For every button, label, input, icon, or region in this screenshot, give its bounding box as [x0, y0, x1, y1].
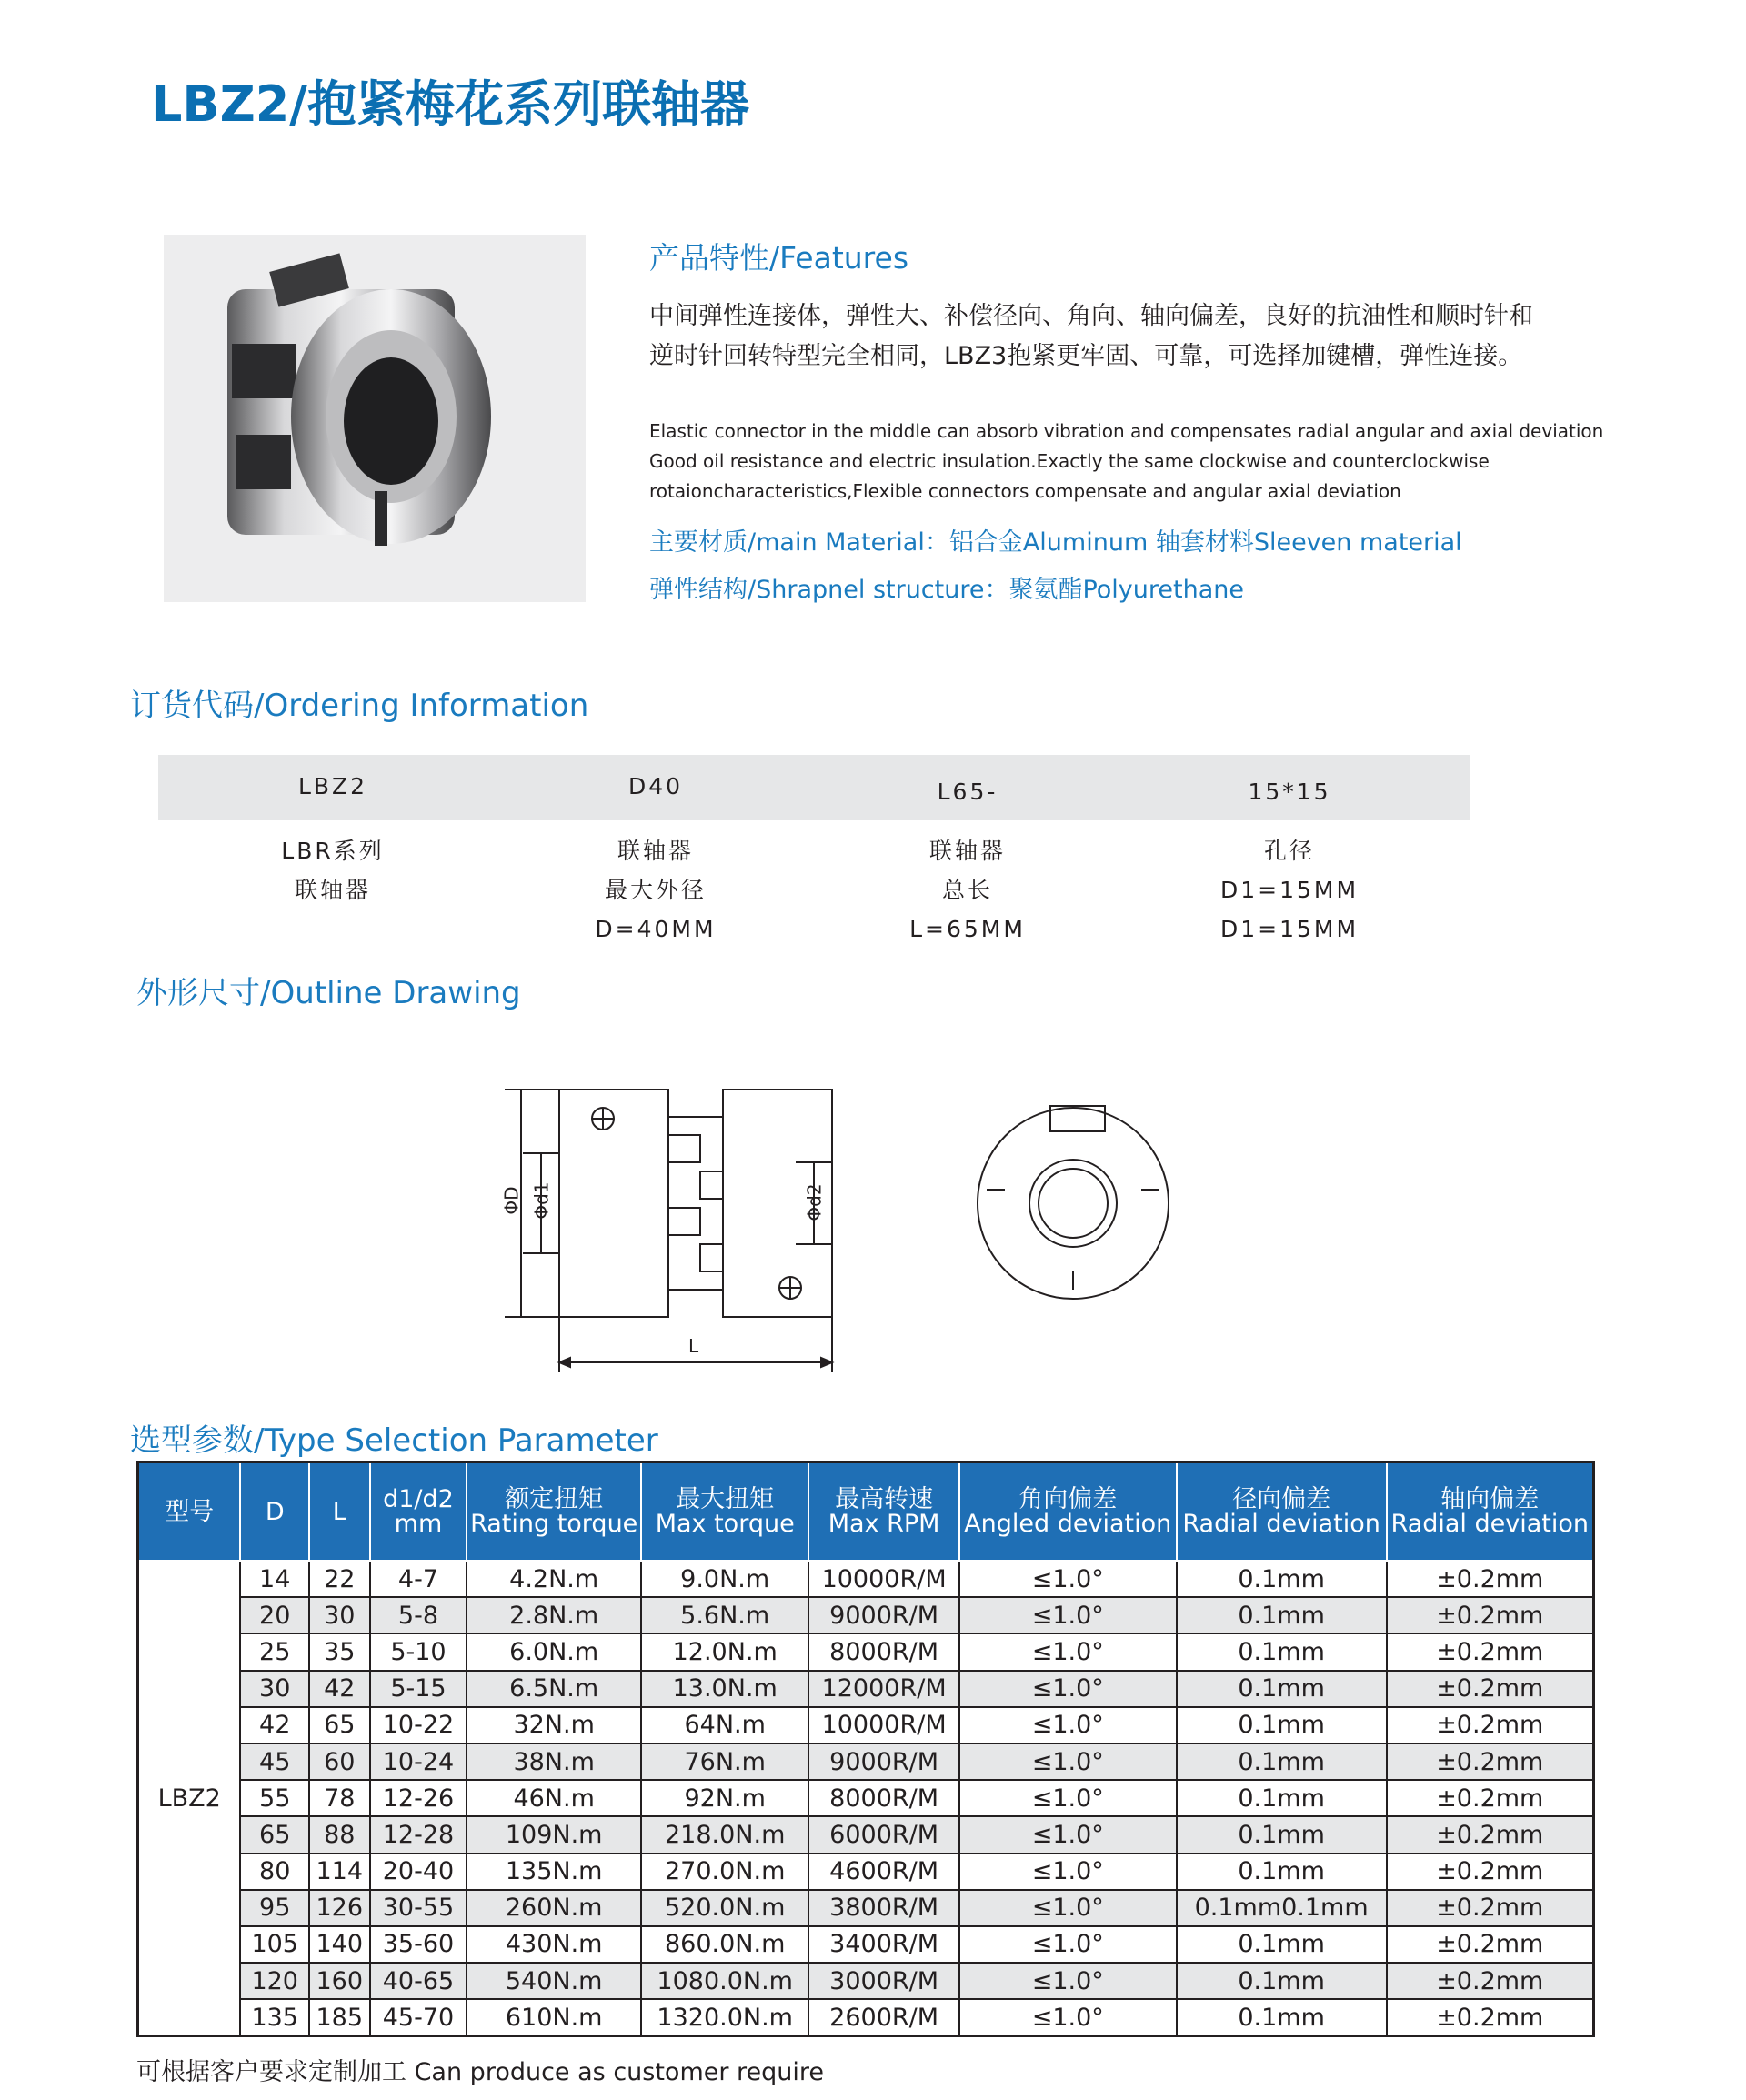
table-cell: ≤1.0°: [959, 1561, 1177, 1597]
table-cell: 0.1mm: [1177, 1561, 1387, 1597]
order-desc: [831, 831, 1104, 949]
table-cell: ≤1.0°: [959, 1999, 1177, 2036]
table-cell: 20-40: [370, 1854, 467, 1890]
table-cell: 32N.m: [467, 1707, 641, 1743]
order-desc-line: LBR系列: [281, 838, 385, 864]
table-cell: 5-15: [370, 1671, 467, 1707]
order-code: L65-: [937, 779, 998, 805]
table-cell: 0.1mm: [1177, 1743, 1387, 1780]
table-cell: ±0.2mm: [1387, 1854, 1594, 1890]
table-cell: ≤1.0°: [959, 1963, 1177, 1999]
table-cell: 2600R/M: [808, 1999, 958, 2036]
page-title: LBZ2/抱紧梅花系列联轴器: [151, 75, 750, 133]
product-photo: [164, 235, 586, 602]
table-cell: 140: [309, 1926, 370, 1963]
column-header-line: 额定扭矩: [505, 1485, 604, 1513]
table-cell: 2.8N.m: [467, 1597, 641, 1633]
footer-note: 可根据客户要求定制加工 Can produce as customer require: [136, 2058, 825, 2086]
table-cell: 120: [240, 1963, 309, 1999]
table-cell: 12.0N.m: [641, 1633, 808, 1670]
table-cell: 260N.m: [467, 1890, 641, 1926]
table-cell: 40-65: [370, 1963, 467, 1999]
order-desc-line: 联轴器: [294, 877, 371, 903]
table-cell: ≤1.0°: [959, 1780, 1177, 1816]
table-cell: 65: [240, 1816, 309, 1853]
column-header-line: 角向偏差: [1018, 1485, 1118, 1513]
column-header-line: D: [265, 1497, 285, 1526]
table-cell: 135N.m: [467, 1854, 641, 1890]
column-header-line: 轴向偏差: [1440, 1485, 1540, 1513]
features-cn-line: 逆时针回转特型完全相同，LBZ3抱紧更牢固、可靠，可选择加键槽，弹性连接。: [649, 342, 1523, 370]
table-row: [138, 1633, 1594, 1670]
table-cell: 0.1mm: [1177, 1854, 1387, 1890]
table-cell: 35-60: [370, 1926, 467, 1963]
table-cell: 185: [309, 1999, 370, 2036]
order-desc-line: D1=15MM: [1219, 916, 1360, 942]
table-cell: ±0.2mm: [1387, 1707, 1594, 1743]
column-header: [309, 1462, 370, 1562]
table-cell: 10-24: [370, 1743, 467, 1780]
features-cn-text: [649, 296, 1613, 377]
order-code: LBZ2: [297, 773, 368, 799]
table-cell: ±0.2mm: [1387, 1890, 1594, 1926]
table-row: [138, 1854, 1594, 1890]
table-row: [138, 1597, 1594, 1633]
table-cell: 1080.0N.m: [641, 1963, 808, 1999]
table-cell: 9000R/M: [808, 1743, 958, 1780]
column-header-line: Max RPM: [828, 1510, 940, 1538]
table-cell: 10000R/M: [808, 1561, 958, 1597]
selection-heading: 选型参数/Type Selection Parameter: [130, 1422, 658, 1459]
features-cn-line: 中间弹性连接体，弹性大、补偿径向、角向、轴向偏差，良好的抗油性和顺时针和: [649, 302, 1533, 330]
table-cell: 160: [309, 1963, 370, 1999]
order-code: 15*15: [1248, 779, 1331, 805]
table-cell: 80: [240, 1854, 309, 1890]
table-cell: 92N.m: [641, 1780, 808, 1816]
table-cell: 78: [309, 1780, 370, 1816]
table-cell: 22: [309, 1561, 370, 1597]
table-cell: 12-26: [370, 1780, 467, 1816]
table-cell: 30-55: [370, 1890, 467, 1926]
table-cell: 9000R/M: [808, 1597, 958, 1633]
features-en-line: rotaioncharacteristics,Flexible connectors compensate and angular axial deviation: [649, 480, 1401, 502]
table-cell: 60: [309, 1743, 370, 1780]
features-heading: 产品特性/Features: [649, 240, 909, 276]
table-cell: 270.0N.m: [641, 1854, 808, 1890]
table-cell: 76N.m: [641, 1743, 808, 1780]
dim-D-label: ΦD: [500, 1186, 523, 1215]
table-cell: 88: [309, 1816, 370, 1853]
column-header-line: 最大扭矩: [676, 1485, 775, 1513]
ordering-heading: 订货代码/Ordering Information: [130, 688, 589, 724]
column-header-line: mm: [394, 1510, 443, 1538]
table-cell: 0.1mm0.1mm: [1177, 1890, 1387, 1926]
table-cell: 0.1mm: [1177, 1671, 1387, 1707]
table-cell: 45: [240, 1743, 309, 1780]
table-cell: 540N.m: [467, 1963, 641, 1999]
table-cell: 42: [309, 1671, 370, 1707]
table-cell: ±0.2mm: [1387, 1671, 1594, 1707]
table-cell: 0.1mm: [1177, 1999, 1387, 2036]
table-cell: 12-28: [370, 1816, 467, 1853]
table-cell: 95: [240, 1890, 309, 1926]
table-row: [138, 1743, 1594, 1780]
table-cell: 35: [309, 1633, 370, 1670]
table-cell: 13.0N.m: [641, 1671, 808, 1707]
ordering-code-bar: [158, 755, 1470, 820]
column-header-line: d1/d2: [383, 1485, 454, 1513]
column-header: [370, 1462, 467, 1562]
column-header-line: Angled deviation: [964, 1510, 1172, 1538]
order-desc-line: 联轴器: [617, 838, 694, 864]
table-cell: 5.6N.m: [641, 1597, 808, 1633]
table-cell: 135: [240, 1999, 309, 2036]
column-header-line: 径向偏差: [1232, 1485, 1331, 1513]
column-header: [959, 1462, 1177, 1562]
table-cell: 14: [240, 1561, 309, 1597]
features-en-line: Elastic connector in the middle can absorb vibration and compensates radial angular and axial deviation: [649, 420, 1604, 442]
table-cell: ≤1.0°: [959, 1597, 1177, 1633]
column-header-line: Radial deviation: [1390, 1510, 1590, 1538]
table-cell: 610N.m: [467, 1999, 641, 2036]
order-desc-line: 联轴器: [928, 838, 1006, 864]
order-desc-line: D1=15MM: [1219, 877, 1360, 903]
table-cell: 3000R/M: [808, 1963, 958, 1999]
table-cell: 114: [309, 1854, 370, 1890]
table-cell: 20: [240, 1597, 309, 1633]
table-cell: 8000R/M: [808, 1633, 958, 1670]
table-cell: 42: [240, 1707, 309, 1743]
table-cell: 6000R/M: [808, 1816, 958, 1853]
table-row: [138, 1926, 1594, 1963]
table-cell: ±0.2mm: [1387, 1597, 1594, 1633]
order-desc: [519, 831, 792, 949]
outline-drawing: [487, 1071, 1196, 1381]
material-line: 主要材质/main Material：铝合金Aluminum 轴套材料Sleeven material: [649, 528, 1462, 557]
table-cell: 860.0N.m: [641, 1926, 808, 1963]
table-cell: 5-8: [370, 1597, 467, 1633]
order-desc-line: D=40MM: [595, 916, 717, 942]
table-cell: ±0.2mm: [1387, 1780, 1594, 1816]
table-cell: ±0.2mm: [1387, 1999, 1594, 2036]
table-cell: ±0.2mm: [1387, 1561, 1594, 1597]
table-cell: ±0.2mm: [1387, 1816, 1594, 1853]
table-cell: ±0.2mm: [1387, 1963, 1594, 1999]
model-cell: LBZ2: [138, 1561, 241, 2036]
column-header: [808, 1462, 958, 1562]
table-cell: 38N.m: [467, 1743, 641, 1780]
column-header: [641, 1462, 808, 1562]
dim-L-label: L: [688, 1335, 699, 1357]
table-row: [138, 1999, 1594, 2036]
column-header-line: 最高转速: [835, 1485, 934, 1513]
order-desc-line: 孔径: [1263, 838, 1315, 864]
order-desc: [1153, 831, 1426, 949]
order-desc-line: L=65MM: [909, 916, 1026, 942]
table-row: [138, 1707, 1594, 1743]
table-cell: 0.1mm: [1177, 1633, 1387, 1670]
table-cell: 0.1mm: [1177, 1926, 1387, 1963]
table-cell: 25: [240, 1633, 309, 1670]
table-row: [138, 1890, 1594, 1926]
table-row: [138, 1780, 1594, 1816]
features-en-text: [649, 417, 1603, 507]
structure-line: 弹性结构/Shrapnel structure：聚氨酯Polyurethane: [649, 576, 1244, 604]
table-cell: ±0.2mm: [1387, 1633, 1594, 1670]
table-cell: 126: [309, 1890, 370, 1926]
table-row: [138, 1671, 1594, 1707]
table-cell: 30: [240, 1671, 309, 1707]
table-cell: 0.1mm: [1177, 1707, 1387, 1743]
table-cell: 3400R/M: [808, 1926, 958, 1963]
table-cell: 0.1mm: [1177, 1963, 1387, 1999]
selection-table: [136, 1461, 1595, 2037]
table-cell: 218.0N.m: [641, 1816, 808, 1853]
table-row: [138, 1963, 1594, 1999]
table-row: [138, 1561, 1594, 1597]
features-en-line: Good oil resistance and electric insulation.Exactly the same clockwise and counterclockwise: [649, 450, 1490, 472]
column-header: [1177, 1462, 1387, 1562]
table-cell: 12000R/M: [808, 1671, 958, 1707]
table-cell: ≤1.0°: [959, 1707, 1177, 1743]
order-desc: [196, 831, 469, 909]
table-cell: 0.1mm: [1177, 1816, 1387, 1853]
table-cell: 8000R/M: [808, 1780, 958, 1816]
table-row: [138, 1816, 1594, 1853]
table-cell: 10000R/M: [808, 1707, 958, 1743]
table-cell: 65: [309, 1707, 370, 1743]
table-cell: 64N.m: [641, 1707, 808, 1743]
table-cell: 4.2N.m: [467, 1561, 641, 1597]
table-cell: 1320.0N.m: [641, 1999, 808, 2036]
table-cell: 520.0N.m: [641, 1890, 808, 1926]
table-cell: 6.5N.m: [467, 1671, 641, 1707]
table-cell: 4600R/M: [808, 1854, 958, 1890]
column-header: [240, 1462, 309, 1562]
column-header-line: L: [332, 1497, 346, 1526]
table-cell: 0.1mm: [1177, 1597, 1387, 1633]
table-header-row: [138, 1462, 1594, 1562]
table-cell: ≤1.0°: [959, 1854, 1177, 1890]
table-cell: 10-22: [370, 1707, 467, 1743]
dim-d2-label: Φd2: [803, 1183, 826, 1221]
column-header-line: Rating torque: [470, 1510, 638, 1538]
table-cell: ≤1.0°: [959, 1890, 1177, 1926]
table-cell: 0.1mm: [1177, 1780, 1387, 1816]
order-desc-line: 总长: [941, 877, 993, 903]
table-cell: ≤1.0°: [959, 1926, 1177, 1963]
table-cell: 430N.m: [467, 1926, 641, 1963]
column-header-line: Radial deviation: [1182, 1510, 1380, 1538]
order-code: D40: [627, 773, 684, 799]
table-cell: 9.0N.m: [641, 1561, 808, 1597]
table-cell: 55: [240, 1780, 309, 1816]
table-cell: 3800R/M: [808, 1890, 958, 1926]
table-cell: ≤1.0°: [959, 1671, 1177, 1707]
dim-d1-label: Φd1: [530, 1181, 553, 1220]
table-body: [138, 1561, 1594, 2036]
table-cell: 46N.m: [467, 1780, 641, 1816]
table-cell: 45-70: [370, 1999, 467, 2036]
table-cell: ≤1.0°: [959, 1743, 1177, 1780]
table-cell: ≤1.0°: [959, 1816, 1177, 1853]
table-cell: 30: [309, 1597, 370, 1633]
table-cell: ≤1.0°: [959, 1633, 1177, 1670]
column-header: [1387, 1462, 1594, 1562]
column-header-line: Max torque: [655, 1510, 795, 1538]
table-cell: 6.0N.m: [467, 1633, 641, 1670]
table-cell: 109N.m: [467, 1816, 641, 1853]
table-cell: 5-10: [370, 1633, 467, 1670]
order-desc-line: 最大外径: [604, 877, 707, 903]
table-cell: 105: [240, 1926, 309, 1963]
column-header: [467, 1462, 641, 1562]
table-cell: 4-7: [370, 1561, 467, 1597]
column-header-line: 型号: [165, 1497, 215, 1526]
column-header: [138, 1462, 241, 1562]
table-cell: ±0.2mm: [1387, 1926, 1594, 1963]
outline-heading: 外形尺寸/Outline Drawing: [136, 975, 521, 1011]
table-cell: ±0.2mm: [1387, 1743, 1594, 1780]
